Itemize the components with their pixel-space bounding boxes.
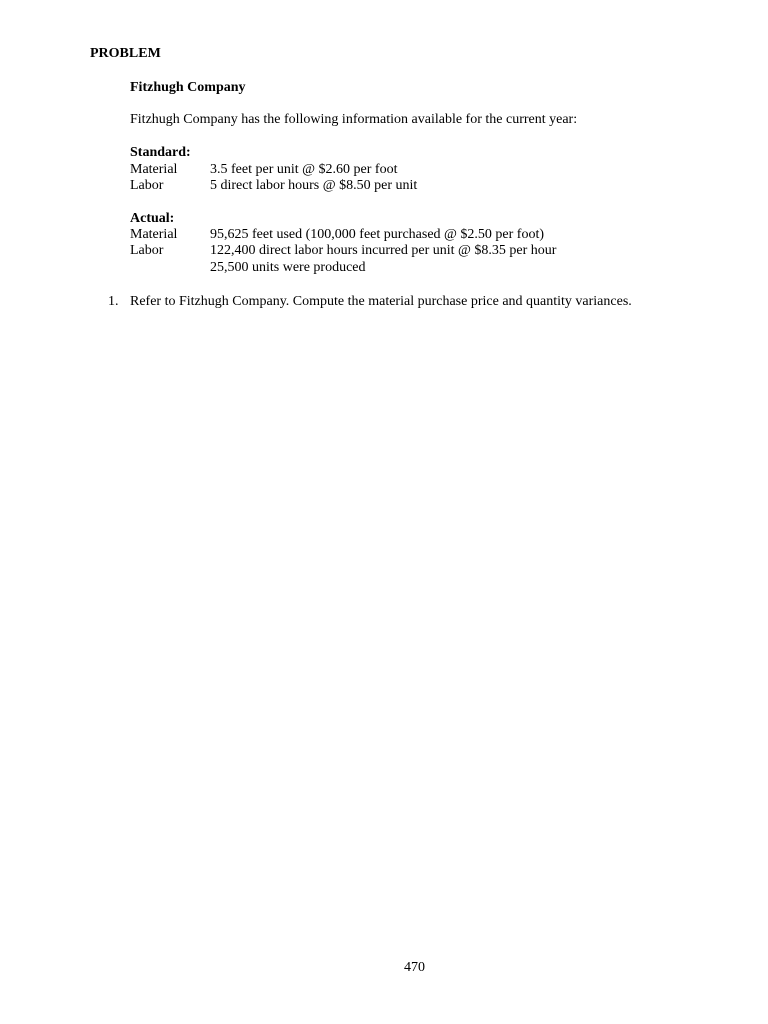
section-heading: PROBLEM <box>90 46 161 61</box>
actual-material-label: Material <box>130 227 178 242</box>
actual-material-value: 95,625 feet used (100,000 feet purchased @ $2.50 per foot) <box>210 227 545 242</box>
question-text: Refer to Fitzhugh Company. Compute the material purchase price and quantity variances. <box>130 294 632 309</box>
actual-labor-value: 122,400 direct labor hours incurred per unit @ $8.35 per hour <box>210 243 557 258</box>
standard-labor-value: 5 direct labor hours @ $8.50 per unit <box>210 178 418 193</box>
actual-heading: Actual: <box>130 211 175 226</box>
standard-labor-label: Labor <box>130 178 164 193</box>
actual-labor-label: Labor <box>130 243 164 258</box>
company-title: Fitzhugh Company <box>130 80 246 95</box>
question-number: 1. <box>108 294 119 309</box>
standard-heading: Standard: <box>130 145 191 160</box>
actual-units-value: 25,500 units were produced <box>210 260 366 275</box>
standard-material-value: 3.5 feet per unit @ $2.60 per foot <box>210 162 398 177</box>
standard-material-label: Material <box>130 162 178 177</box>
intro-text: Fitzhugh Company has the following information available for the current year: <box>130 112 578 127</box>
page-number: 470 <box>404 960 425 975</box>
